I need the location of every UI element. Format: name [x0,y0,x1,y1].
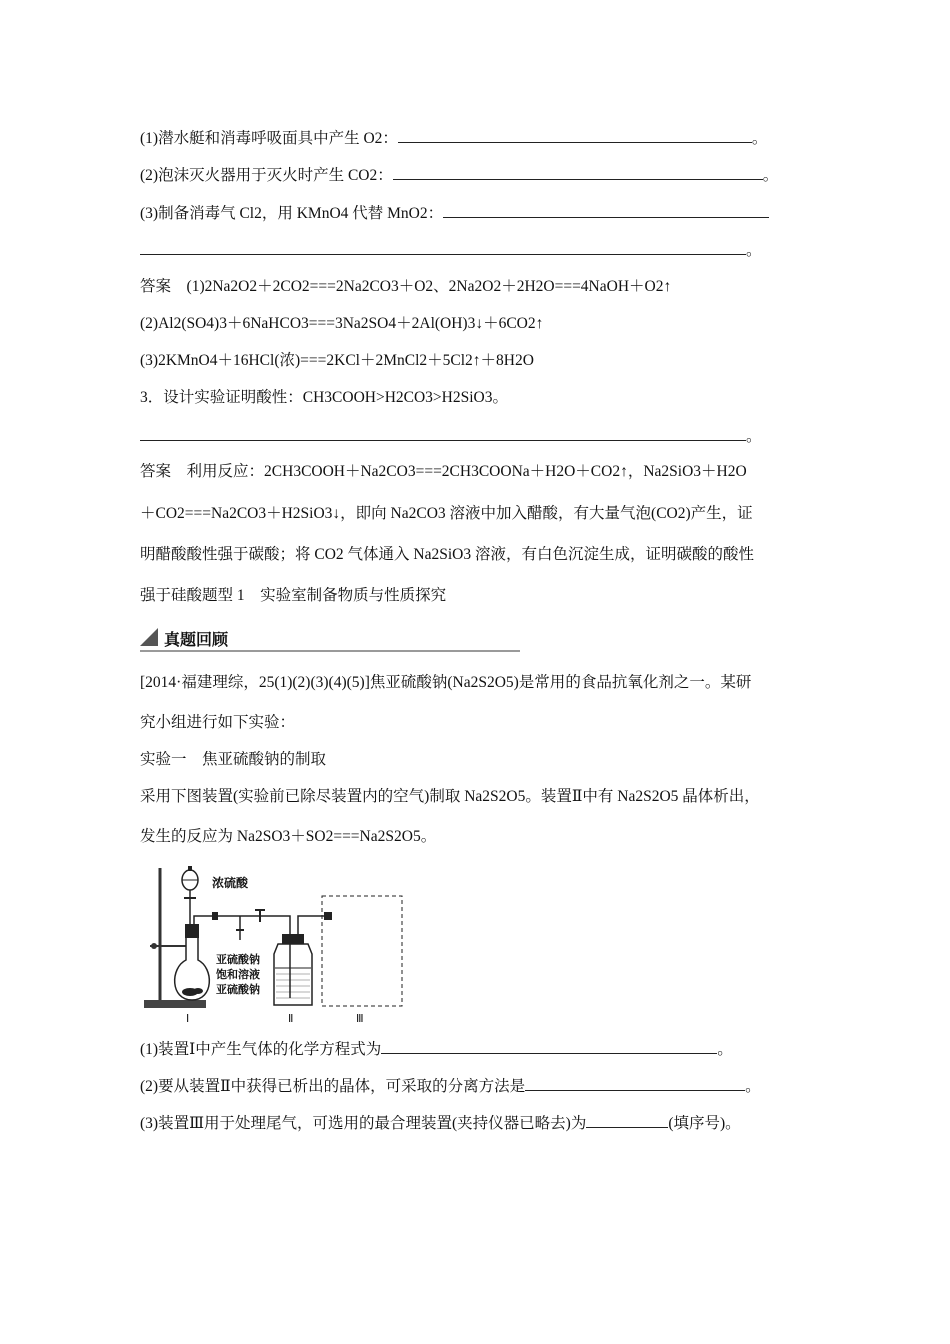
answer-1: 答案 (1)2Na2O2＋2CO2===2Na2CO3＋O2、2Na2O2＋2H2O===4NaOH＋O2↑ [140,278,672,295]
item-3: 3．设计实验证明酸性：CH3COOH>H2CO3>H2SiO3。 [140,389,508,406]
problem-line-5: 发生的反应为 Na2SO3＋SO2===Na2S2O5。 [140,828,437,845]
stopper [185,924,199,938]
label-concentrated-sulfuric-acid: 浓硫酸 [212,876,249,890]
bottle-stopper [282,934,304,944]
answer-blank-line: 。 [140,240,762,261]
bottle-II [274,944,312,1005]
section-title: 真题回顾 [164,630,229,649]
item-3-blank-line: 。 [140,426,762,447]
answer-4-line-4: 强于硅酸题型 1 实验室制备物质与性质探究 [140,587,447,604]
answer-4-line-3: 明醋酸酸性强于碳酸；将 CO2 气体通入 Na2SiO3 溶液，有白色沉淀生成，证明碳酸的酸性 [140,546,754,563]
label-sodium-sulfite-bottom: 亚硫酸钠 [216,983,260,996]
apparatus-figure [140,860,410,1030]
label-sodium-sulfite-top: 亚硫酸钠 [216,953,260,966]
question-2-line: (2)泡沫灭火器用于灭火时产生 CO2： 。 [140,167,779,184]
problem-line-3: 实验一 焦亚硫酸钠的制取 [140,751,327,768]
answer-4-line-1: 答案 利用反应：2CH3COOH＋Na2CO3===2CH3COONa＋H2O＋CO2↑，Na2SiO3＋H2O [140,463,747,480]
question-1-line: (1)潜水艇和消毒呼吸面具中产生 O2： 。 [140,130,768,147]
label-device-I: Ⅰ [186,1012,190,1025]
sub-question-3: (3)装置Ⅲ用于处理尾气，可选用的最合理装置(夹持仪器已略去)为 (填序号)。 [140,1115,741,1132]
problem-line-1: [2014·福建理综，25(1)(2)(3)(4)(5)]焦亚硫酸钠(Na2S2O5)是常用的食品抗氧化剂之一。某研 [140,674,752,691]
answer-4-line-2: ＋CO2===Na2CO3＋H2SiO3↓，即向 Na2CO3 溶液中加入醋酸，有大量气泡(CO2)产生，证 [140,505,753,522]
answer-2: (2)Al2(SO4)3＋6NaHCO3===3Na2SO4＋2Al(OH)3↓＋6CO2↑ [140,315,544,332]
sub-question-2: (2)要从装置Ⅱ中获得已析出的晶体，可采取的分离方法是 。 [140,1078,761,1095]
label-device-III: Ⅲ [356,1012,364,1025]
stand-base [144,1000,206,1008]
section-header [140,626,520,652]
device-III-placeholder [322,896,402,1006]
label-saturated-solution: 饱和溶液 [216,968,260,981]
question-3-line: (3)制备消毒气 Cl2，用 KMnO4 代替 MnO2： [140,203,769,224]
answer-3: (3)2KMnO4＋16HCl(浓)===2KCl＋2MnCl2＋5Cl2↑＋8H2O [140,352,534,369]
connecting-tube [194,916,290,934]
section-underline [140,650,520,652]
problem-line-2: 究小组进行如下实验： [140,714,296,731]
problem-line-4: 采用下图装置(实验前已除尽装置内的空气)制取 Na2S2O5。装置Ⅱ中有 Na2S2O5 晶体析出， [140,788,760,805]
sub-question-1: (1)装置Ⅰ中产生气体的化学方程式为 。 [140,1041,733,1058]
label-device-II: Ⅱ [288,1012,294,1025]
triangle-marker-icon [140,628,158,646]
